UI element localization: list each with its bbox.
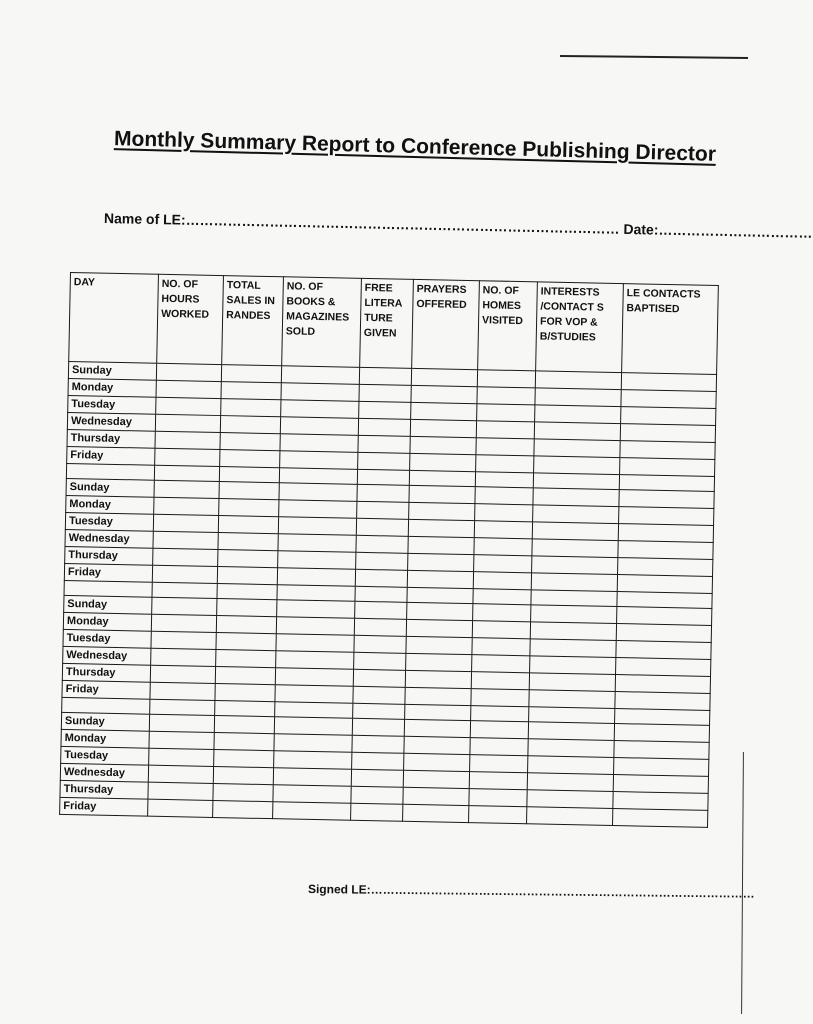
table-cell[interactable] bbox=[406, 636, 472, 654]
table-cell[interactable] bbox=[530, 656, 616, 675]
day-cell: Wednesday bbox=[65, 529, 153, 548]
table-cell[interactable] bbox=[409, 485, 475, 503]
table-cell[interactable] bbox=[218, 550, 278, 568]
table-cell[interactable] bbox=[614, 758, 709, 777]
day-cell: Sunday bbox=[64, 595, 152, 614]
table-cell[interactable] bbox=[530, 639, 616, 658]
table-cell[interactable] bbox=[472, 655, 530, 673]
table-cell[interactable] bbox=[616, 658, 711, 677]
day-cell: Tuesday bbox=[61, 746, 149, 765]
table-cell[interactable] bbox=[355, 586, 407, 602]
column-header: NO. OF HOMES VISITED bbox=[478, 281, 538, 371]
table-cell[interactable] bbox=[619, 507, 714, 526]
table-cell[interactable] bbox=[403, 787, 469, 805]
table-cell[interactable] bbox=[411, 368, 477, 386]
table-cell[interactable] bbox=[618, 558, 713, 577]
day-cell: Friday bbox=[60, 797, 148, 816]
table-cell[interactable] bbox=[531, 573, 617, 592]
table-cell[interactable] bbox=[351, 786, 403, 804]
table-cell[interactable] bbox=[357, 501, 409, 519]
table-cell[interactable] bbox=[273, 802, 351, 821]
table-cell[interactable] bbox=[221, 399, 281, 417]
table-cell[interactable] bbox=[355, 569, 407, 587]
table-cell[interactable] bbox=[352, 735, 404, 753]
table-cell[interactable] bbox=[279, 468, 357, 485]
table-cell[interactable] bbox=[614, 741, 709, 760]
table-cell[interactable] bbox=[614, 724, 709, 743]
table-cell[interactable] bbox=[531, 605, 617, 624]
table-cell[interactable] bbox=[473, 604, 531, 622]
table-cell[interactable] bbox=[356, 518, 408, 536]
table-cell[interactable] bbox=[275, 685, 353, 704]
day-cell: Monday bbox=[61, 729, 149, 748]
table-cell[interactable] bbox=[405, 704, 471, 720]
table-cell[interactable] bbox=[220, 450, 280, 468]
table-cell[interactable] bbox=[149, 731, 214, 749]
table-cell[interactable] bbox=[150, 699, 215, 715]
table-cell[interactable] bbox=[470, 738, 528, 756]
table-cell[interactable] bbox=[156, 380, 221, 398]
table-cell[interactable] bbox=[217, 599, 277, 617]
day-cell: Tuesday bbox=[65, 512, 153, 531]
table-cell[interactable] bbox=[152, 582, 217, 598]
table-cell[interactable] bbox=[409, 502, 475, 520]
table-cell[interactable] bbox=[471, 672, 529, 690]
table-cell[interactable] bbox=[216, 650, 276, 668]
table-cell[interactable] bbox=[474, 521, 532, 539]
signature-line bbox=[307, 882, 755, 901]
top-rule-line bbox=[560, 55, 748, 59]
table-cell[interactable] bbox=[408, 519, 474, 537]
table-cell[interactable] bbox=[215, 683, 275, 701]
table-cell[interactable] bbox=[274, 734, 352, 753]
table-cell[interactable] bbox=[153, 548, 218, 566]
table-cell[interactable] bbox=[615, 692, 710, 711]
column-header: LE CONTACTS BAPTISED bbox=[622, 284, 719, 375]
table-cell[interactable] bbox=[531, 590, 617, 607]
table-cell[interactable] bbox=[410, 436, 476, 454]
table-cell[interactable] bbox=[406, 619, 472, 637]
table-cell[interactable] bbox=[275, 668, 353, 687]
table-cell[interactable] bbox=[273, 768, 351, 787]
table-cell[interactable] bbox=[407, 570, 473, 588]
day-cell: Friday bbox=[67, 446, 155, 465]
table-cell[interactable] bbox=[216, 616, 276, 634]
table-cell[interactable] bbox=[274, 751, 352, 770]
table-cell[interactable] bbox=[148, 765, 213, 783]
column-header: FREE LITERA TURE GIVEN bbox=[360, 278, 414, 368]
day-cell: Thursday bbox=[62, 663, 150, 682]
day-cell: Thursday bbox=[60, 780, 148, 799]
table-cell[interactable] bbox=[156, 397, 221, 415]
table-cell[interactable] bbox=[352, 752, 404, 770]
table-cell[interactable] bbox=[353, 686, 405, 704]
day-cell: Monday bbox=[68, 378, 156, 397]
table-cell[interactable] bbox=[353, 703, 405, 719]
table-cell[interactable] bbox=[356, 552, 408, 570]
table-cell[interactable] bbox=[220, 433, 280, 451]
table-cell[interactable] bbox=[275, 702, 353, 719]
table-cell[interactable] bbox=[152, 597, 217, 615]
table-cell[interactable] bbox=[221, 365, 281, 383]
date-field[interactable]: …………………………… bbox=[658, 221, 813, 241]
page-edge-line bbox=[741, 752, 744, 1014]
table-cell[interactable] bbox=[621, 390, 716, 409]
table-cell[interactable] bbox=[359, 367, 411, 385]
table-cell[interactable] bbox=[219, 499, 279, 517]
table-cell[interactable] bbox=[213, 766, 273, 784]
table-cell[interactable] bbox=[535, 388, 621, 407]
table-cell[interactable] bbox=[477, 387, 535, 405]
table-cell[interactable] bbox=[476, 438, 534, 456]
table-cell[interactable] bbox=[351, 769, 403, 787]
table-cell[interactable] bbox=[474, 555, 532, 573]
table-cell[interactable] bbox=[532, 539, 618, 558]
table-cell[interactable] bbox=[148, 782, 213, 800]
table-cell[interactable] bbox=[617, 575, 712, 594]
day-cell: Friday bbox=[64, 563, 152, 582]
table-cell[interactable] bbox=[154, 480, 219, 498]
table-cell[interactable] bbox=[405, 687, 471, 705]
table-cell[interactable] bbox=[405, 670, 471, 688]
table-cell[interactable] bbox=[218, 533, 278, 551]
table-cell[interactable] bbox=[150, 682, 215, 700]
table-cell[interactable] bbox=[66, 463, 154, 480]
table-cell[interactable] bbox=[355, 601, 407, 619]
table-cell[interactable] bbox=[533, 488, 619, 507]
column-header: DAY bbox=[69, 273, 159, 364]
table-cell[interactable] bbox=[618, 541, 713, 560]
page-title bbox=[110, 124, 721, 170]
table-cell[interactable] bbox=[213, 800, 273, 818]
day-cell: Wednesday bbox=[67, 412, 155, 431]
day-cell: Monday bbox=[66, 495, 154, 514]
name-field[interactable]: ………………………………………………………………………………… bbox=[185, 211, 620, 237]
table-cell[interactable] bbox=[533, 473, 619, 490]
table-cell[interactable] bbox=[406, 653, 472, 671]
table-cell[interactable] bbox=[470, 755, 528, 773]
table-cell[interactable] bbox=[619, 490, 714, 509]
summary-table bbox=[59, 272, 719, 828]
table-cell[interactable] bbox=[276, 634, 354, 653]
table-cell[interactable] bbox=[477, 404, 535, 422]
table-cell[interactable] bbox=[280, 451, 358, 470]
page-title-text: Monthly Summary Report to Conference Publishing Director bbox=[113, 127, 717, 166]
table-cell[interactable] bbox=[217, 567, 277, 585]
table-cell[interactable] bbox=[154, 497, 219, 515]
table-cell[interactable] bbox=[218, 516, 278, 534]
table-cell[interactable] bbox=[407, 602, 473, 620]
table-cell[interactable] bbox=[410, 453, 476, 471]
column-header: TOTAL SALES IN RANDES bbox=[222, 276, 284, 366]
table-cell[interactable] bbox=[149, 714, 214, 732]
table-cell[interactable] bbox=[215, 667, 275, 685]
table-cell[interactable] bbox=[403, 804, 469, 822]
day-cell: Friday bbox=[62, 680, 150, 699]
column-header: PRAYERS OFFERED bbox=[412, 279, 480, 369]
table-cell[interactable] bbox=[470, 721, 528, 739]
table-cell[interactable] bbox=[620, 424, 715, 443]
table-cell[interactable] bbox=[279, 500, 357, 519]
table-cell[interactable] bbox=[277, 585, 355, 602]
table-cell[interactable] bbox=[280, 417, 358, 436]
day-cell: Sunday bbox=[68, 361, 156, 380]
table-cell[interactable] bbox=[404, 753, 470, 771]
table-cell[interactable] bbox=[469, 806, 527, 824]
signed-label: Signed LE: bbox=[307, 882, 371, 897]
table-cell[interactable] bbox=[535, 371, 621, 390]
table-cell[interactable] bbox=[475, 487, 533, 505]
table-cell[interactable] bbox=[64, 580, 152, 597]
table-cell[interactable] bbox=[281, 383, 359, 402]
day-cell: Thursday bbox=[65, 546, 153, 565]
table-cell[interactable] bbox=[613, 775, 708, 794]
column-header: NO. OF BOOKS & MAGAZINES SOLD bbox=[282, 277, 362, 368]
table-cell[interactable] bbox=[469, 772, 527, 790]
table-cell[interactable] bbox=[471, 706, 529, 722]
table-cell[interactable] bbox=[62, 697, 150, 714]
table-cell[interactable] bbox=[358, 435, 410, 453]
table-cell[interactable] bbox=[153, 531, 218, 549]
table-cell[interactable] bbox=[472, 638, 530, 656]
table-cell[interactable] bbox=[219, 467, 279, 483]
table-cell[interactable] bbox=[151, 631, 216, 649]
table-cell[interactable] bbox=[358, 452, 410, 470]
table-cell[interactable] bbox=[352, 718, 404, 736]
table-cell[interactable] bbox=[620, 441, 715, 460]
table-cell[interactable] bbox=[219, 482, 279, 500]
column-header: NO. OF HOURS WORKED bbox=[157, 274, 224, 364]
table-cell[interactable] bbox=[213, 783, 273, 801]
table-cell[interactable] bbox=[276, 651, 354, 670]
table-cell[interactable] bbox=[155, 448, 220, 466]
table-cell[interactable] bbox=[403, 770, 469, 788]
table-cell[interactable] bbox=[151, 614, 216, 632]
table-cell[interactable] bbox=[278, 551, 356, 570]
table-cell[interactable] bbox=[621, 373, 716, 392]
table-cell[interactable] bbox=[527, 773, 613, 792]
table-cell[interactable] bbox=[474, 538, 532, 556]
table-cell[interactable] bbox=[356, 535, 408, 553]
table-cell[interactable] bbox=[274, 717, 352, 736]
table-cell[interactable] bbox=[280, 434, 358, 453]
table-cell[interactable] bbox=[477, 370, 535, 388]
table-cell[interactable] bbox=[530, 622, 616, 641]
summary-table-wrap bbox=[59, 272, 719, 828]
table-cell[interactable] bbox=[220, 416, 280, 434]
table-cell[interactable] bbox=[151, 648, 216, 666]
table-cell[interactable] bbox=[533, 505, 619, 524]
table-cell[interactable] bbox=[475, 504, 533, 522]
table-cell[interactable] bbox=[410, 419, 476, 437]
table-cell[interactable] bbox=[215, 700, 275, 716]
table-cell[interactable] bbox=[476, 421, 534, 439]
table-cell[interactable] bbox=[411, 402, 477, 420]
day-cell: Tuesday bbox=[68, 395, 156, 414]
table-cell[interactable] bbox=[621, 407, 716, 426]
table-cell[interactable] bbox=[354, 618, 406, 636]
table-cell[interactable] bbox=[277, 568, 355, 587]
table-cell[interactable] bbox=[534, 456, 620, 475]
date-label: Date: bbox=[623, 220, 659, 238]
table-cell[interactable] bbox=[404, 719, 470, 737]
table-cell[interactable] bbox=[532, 522, 618, 541]
table-cell[interactable] bbox=[528, 756, 614, 775]
table-cell[interactable] bbox=[216, 633, 276, 651]
table-cell[interactable] bbox=[359, 384, 411, 402]
table-cell[interactable] bbox=[616, 641, 711, 660]
name-label: Name of LE: bbox=[103, 210, 186, 228]
table-cell[interactable] bbox=[148, 799, 213, 817]
table-cell[interactable] bbox=[214, 732, 274, 750]
table-cell[interactable] bbox=[281, 366, 359, 385]
table-cell[interactable] bbox=[529, 707, 615, 724]
table-cell[interactable] bbox=[358, 418, 410, 436]
table-cell[interactable] bbox=[357, 484, 409, 502]
name-date-line bbox=[103, 210, 813, 241]
table-cell[interactable] bbox=[150, 665, 215, 683]
table-cell[interactable] bbox=[613, 809, 708, 828]
header-row bbox=[69, 273, 719, 375]
table-cell[interactable] bbox=[152, 565, 217, 583]
table-cell[interactable] bbox=[615, 675, 710, 694]
table-cell[interactable] bbox=[527, 790, 613, 809]
table-cell[interactable] bbox=[217, 584, 277, 600]
table-cell[interactable] bbox=[351, 803, 403, 821]
day-cell: Sunday bbox=[66, 478, 154, 497]
day-cell: Wednesday bbox=[60, 763, 148, 782]
table-cell[interactable] bbox=[153, 514, 218, 532]
table-cell[interactable] bbox=[359, 401, 411, 419]
table-cell[interactable] bbox=[149, 748, 214, 766]
table-cell[interactable] bbox=[155, 414, 220, 432]
table-cell[interactable] bbox=[408, 536, 474, 554]
column-header: INTERESTS /CONTACT S FOR VOP & B/STUDIES bbox=[536, 282, 624, 373]
table-cell[interactable] bbox=[528, 722, 614, 741]
table-cell[interactable] bbox=[616, 624, 711, 643]
table-cell[interactable] bbox=[411, 385, 477, 403]
day-cell: Wednesday bbox=[63, 646, 151, 665]
table-cell[interactable] bbox=[534, 422, 620, 441]
table-cell[interactable] bbox=[273, 785, 351, 804]
table-cell[interactable] bbox=[534, 439, 620, 458]
table-cell[interactable] bbox=[155, 431, 220, 449]
table-cell[interactable] bbox=[277, 600, 355, 619]
table-cell[interactable] bbox=[475, 472, 533, 488]
table-cell[interactable] bbox=[354, 635, 406, 653]
table-cell[interactable] bbox=[154, 465, 219, 481]
table-cell[interactable] bbox=[278, 517, 356, 536]
table-cell[interactable] bbox=[532, 556, 618, 575]
table-cell[interactable] bbox=[214, 715, 274, 733]
table-cell[interactable] bbox=[409, 470, 475, 486]
table-cell[interactable] bbox=[473, 589, 531, 605]
table-cell[interactable] bbox=[357, 469, 409, 485]
table-cell[interactable] bbox=[613, 792, 708, 811]
table-cell[interactable] bbox=[472, 621, 530, 639]
table-cell[interactable] bbox=[620, 458, 715, 477]
day-cell: Tuesday bbox=[63, 629, 151, 648]
table-cell[interactable] bbox=[156, 363, 221, 381]
table-cell[interactable] bbox=[408, 553, 474, 571]
table-cell[interactable] bbox=[279, 483, 357, 502]
table-cell[interactable] bbox=[404, 736, 470, 754]
table-cell[interactable] bbox=[528, 739, 614, 758]
table-cell[interactable] bbox=[469, 789, 527, 807]
table-cell[interactable] bbox=[276, 617, 354, 636]
table-body bbox=[60, 361, 717, 827]
table-cell[interactable] bbox=[529, 673, 615, 692]
table-cell[interactable] bbox=[278, 534, 356, 553]
table-cell[interactable] bbox=[354, 652, 406, 670]
table-cell[interactable] bbox=[281, 400, 359, 419]
day-cell: Thursday bbox=[67, 429, 155, 448]
table-cell[interactable] bbox=[473, 572, 531, 590]
table-cell[interactable] bbox=[527, 807, 613, 826]
table-cell[interactable] bbox=[471, 689, 529, 707]
day-cell: Sunday bbox=[61, 712, 149, 731]
table-cell[interactable] bbox=[221, 382, 281, 400]
table-cell[interactable] bbox=[214, 749, 274, 767]
table-cell[interactable] bbox=[476, 455, 534, 473]
signed-field[interactable]: …………………………………………………………………………………… bbox=[370, 882, 755, 901]
table-cell[interactable] bbox=[529, 690, 615, 709]
table-cell[interactable] bbox=[617, 607, 712, 626]
table-cell[interactable] bbox=[353, 669, 405, 687]
table-cell[interactable] bbox=[618, 524, 713, 543]
table-cell[interactable] bbox=[407, 587, 473, 603]
day-cell: Monday bbox=[63, 612, 151, 631]
table-cell[interactable] bbox=[535, 405, 621, 424]
